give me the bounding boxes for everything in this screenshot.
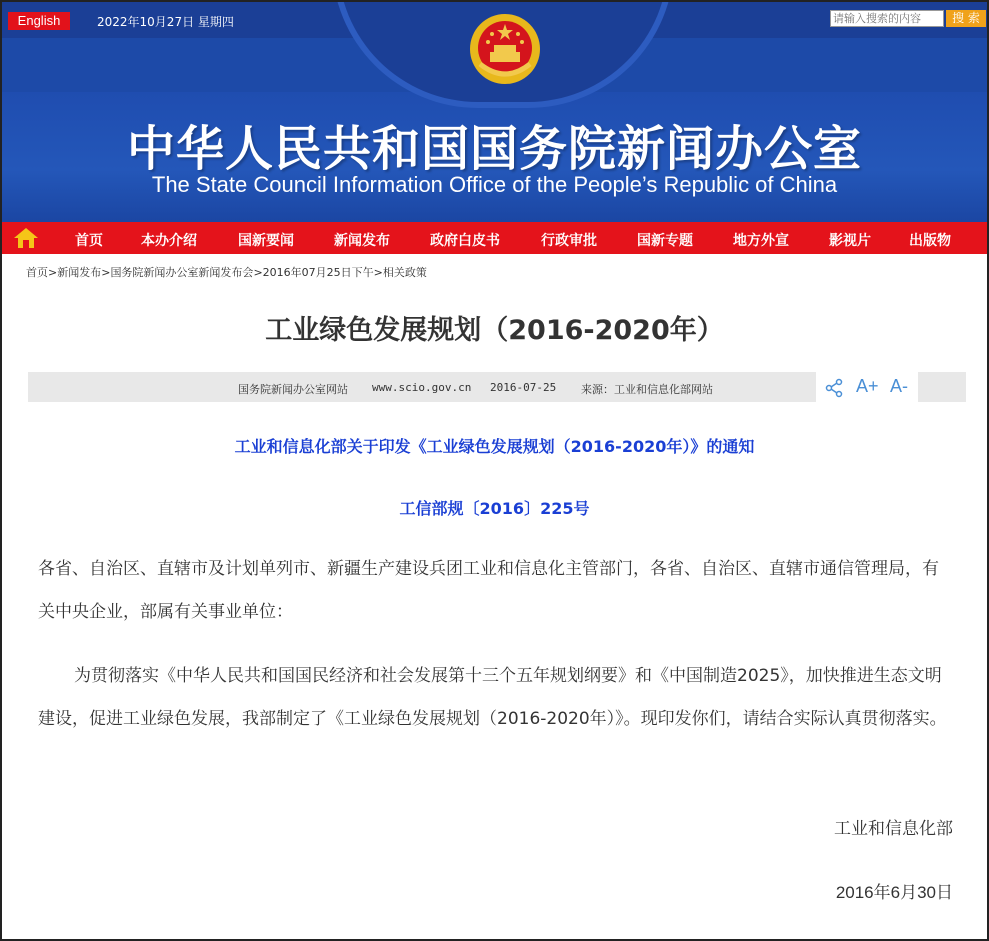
breadcrumb-link[interactable]: 首页 — [26, 266, 48, 279]
english-button[interactable]: English — [8, 12, 70, 30]
font-larger-button[interactable]: A+ — [856, 376, 879, 396]
meta-date: 2016-07-25 — [490, 381, 557, 394]
site-title-en: The State Council Information Office of the People’s Republic of China — [151, 172, 838, 197]
current-date: 2022年10月27日 星期四 — [97, 15, 234, 29]
search-button[interactable]: 搜 索 — [946, 10, 986, 27]
article-meta-bar-end — [918, 372, 966, 402]
breadcrumb-link[interactable]: 2016年07月25日下午 — [262, 266, 374, 279]
breadcrumb — [26, 264, 427, 280]
national-emblem-icon — [468, 12, 542, 86]
nav-item-local[interactable]: 地方外宣 — [733, 233, 789, 249]
nav-item-topics[interactable]: 国新专题 — [637, 233, 693, 249]
meta-url[interactable]: www.scio.gov.cn — [372, 381, 472, 394]
breadcrumb-link[interactable]: 国务院新闻办公室新闻发布会 — [110, 266, 254, 279]
breadcrumb-separator: > — [101, 266, 111, 279]
nav-item-home[interactable]: 首页 — [75, 233, 103, 249]
main-nav — [2, 222, 987, 254]
signature-date: 2016年6月30日 — [835, 883, 953, 902]
share-icon[interactable] — [824, 378, 844, 398]
notice-title: 工业和信息化部关于印发《工业绿色发展规划（2016-2020年）》的通知 — [234, 437, 755, 456]
breadcrumb-link[interactable]: 新闻发布 — [57, 266, 102, 279]
document-number: 工信部规〔2016〕225号 — [399, 499, 590, 518]
nav-item-about[interactable]: 本办介绍 — [141, 233, 197, 249]
home-nav-button[interactable] — [2, 222, 50, 254]
article-paragraph: 为贯彻落实《中华人民共和国国民经济和社会发展第十三个五年规划纲要》和《中国制造2025》，加快推进生态文明建设，促进工业绿色发展，我部制定了《工业绿色发展规划（2016-2020年）》。现印发你们，请结合实际认真贯彻落实。 — [38, 666, 947, 729]
breadcrumb-separator: > — [373, 266, 383, 279]
search-input[interactable] — [830, 10, 944, 27]
article-tools — [816, 372, 918, 402]
meta-source: 来源：工业和信息化部网站 — [581, 383, 713, 396]
article-meta-bar — [28, 372, 816, 402]
meta-site: 国务院新闻办公室网站 — [238, 383, 348, 396]
article-paragraph: 各省、自治区、直辖市及计划单列市、新疆生产建设兵团工业和信息化主管部门，各省、自治区、直辖市通信管理局，有关中央企业，部属有关事业单位： — [38, 559, 939, 622]
breadcrumb-separator: > — [253, 266, 263, 279]
nav-item-approval[interactable]: 行政审批 — [541, 233, 597, 249]
font-smaller-button[interactable]: A- — [890, 376, 908, 396]
site-header — [2, 2, 987, 222]
breadcrumb-separator: > — [48, 266, 58, 279]
nav-item-news[interactable]: 国新要闻 — [238, 233, 294, 249]
nav-item-publications[interactable]: 出版物 — [909, 233, 951, 249]
nav-item-press-release[interactable]: 新闻发布 — [334, 233, 390, 249]
nav-item-white-papers[interactable]: 政府白皮书 — [430, 233, 500, 249]
breadcrumb-current[interactable]: 相关政策 — [382, 266, 427, 279]
signature: 工业和信息化部 — [834, 819, 953, 839]
home-icon — [12, 226, 40, 250]
site-title-cn: 中华人民共和国国务院新闻办公室 — [126, 121, 862, 177]
article-title: 工业绿色发展规划（2016-2020年） — [265, 315, 724, 346]
nav-item-films[interactable]: 影视片 — [829, 233, 871, 249]
